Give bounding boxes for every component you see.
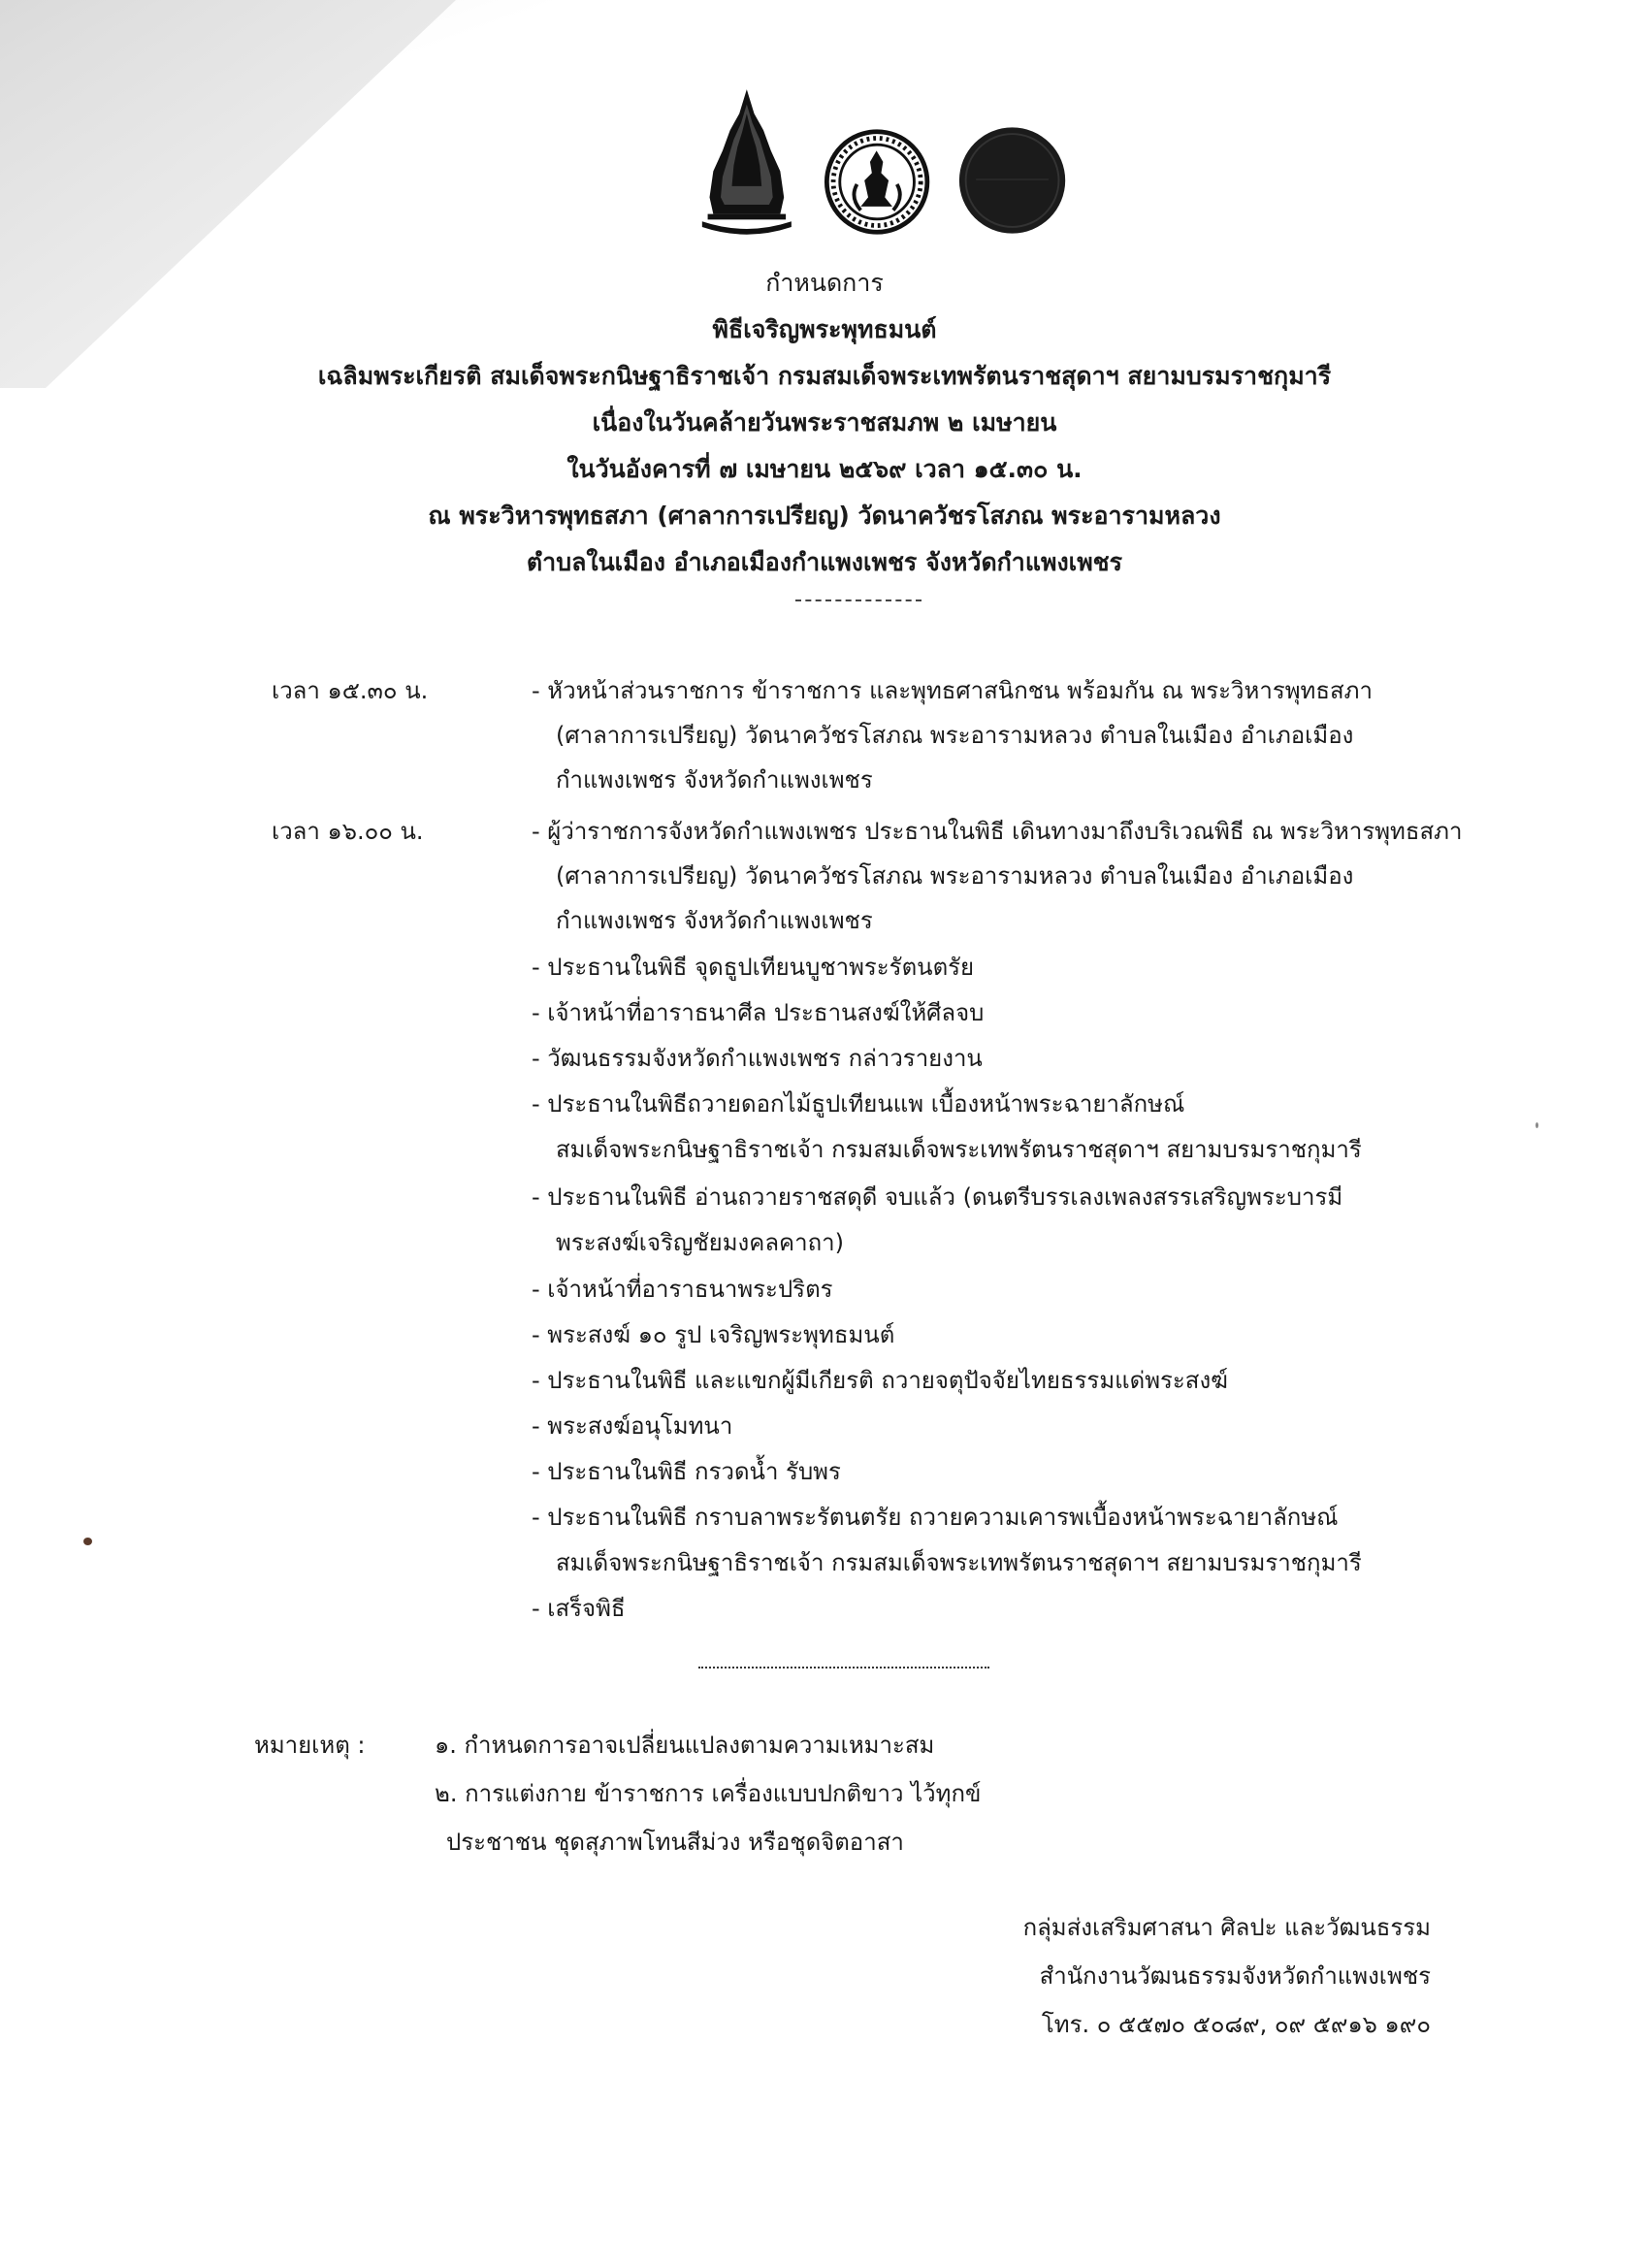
schedule-line: - ประธานในพิธี กรวดน้ำ รับพร — [532, 1458, 841, 1485]
schedule-line: - ประธานในพิธี จุดธูปเทียนบูชาพระรัตนตรัย — [532, 954, 975, 981]
black-circle-logo — [957, 123, 1067, 238]
schedule-line: สมเด็จพระกนิษฐาธิราชเจ้า กรมสมเด็จพระเทพรัตนราชสุดาฯ สยามบรมราชกุมารี — [556, 1549, 1362, 1576]
header-title: กำหนดการ — [765, 269, 884, 297]
schedule-time: เวลา ๑๕.๓๐ น. — [272, 677, 429, 704]
header-ceremony: พิธีเจริญพระพุทธมนต์ — [712, 315, 937, 343]
schedule-line: - ประธานในพิธี และแขกผู้มีเกียรติ ถวายจตุปัจจัยไทยธรรมแด่พระสงฆ์ — [532, 1367, 1228, 1394]
schedule-line: กำแพงเพชร จังหวัดกำแพงเพชร — [556, 766, 873, 794]
office-phone: โทร. ๐ ๕๕๗๐ ๕๐๘๙, ๐๙ ๕๙๑๖ ๑๙๐ — [1041, 2011, 1431, 2038]
header-honor: เฉลิมพระเกียรติ สมเด็จพระกนิษฐาธิราชเจ้า กรมสมเด็จพระเทพรัตนราชสุดาฯ สยามบรมราชกุมารี — [317, 362, 1332, 390]
header-occasion: เนื่องในวันคล้ายวันพระราชสมภพ ๒ เมษายน — [592, 408, 1057, 437]
header-venue: ณ พระวิหารพุทธสภา (ศาลาการเปรียญ) วัดนาควัชรโสภณ พระอารามหลวง — [428, 502, 1221, 530]
schedule-line: - ผู้ว่าราชการจังหวัดกำแพงเพชร ประธานในพิธี เดินทางมาถึงบริเวณพิธี ณ พระวิหารพุทธสภา — [532, 818, 1463, 845]
document-header — [146, 260, 1504, 586]
schedule-line: - เจ้าหน้าที่อาราธนาพระปริตร — [532, 1276, 833, 1303]
royal-emblem-logo — [698, 82, 796, 238]
seal-logo — [824, 126, 930, 238]
header-location: ตำบลในเมือง อำเภอเมืองกำแพงเพชร จังหวัดกำแพงเพชร — [526, 548, 1123, 576]
scan-speck — [83, 1538, 92, 1545]
note-item: ประชาชน ชุดสุภาพโทนสีม่วง หรือชุดจิตอาสา — [446, 1829, 904, 1856]
schedule-line: - ประธานในพิธีถวายดอกไม้ธูปเทียนแพ เบื้องหน้าพระฉายาลักษณ์ — [532, 1090, 1185, 1118]
office-group: กลุ่มส่งเสริมศาสนา ศิลปะ และวัฒนธรรม — [1022, 1914, 1431, 1941]
header-divider — [795, 599, 922, 601]
schedule-line: สมเด็จพระกนิษฐาธิราชเจ้า กรมสมเด็จพระเทพรัตนราชสุดาฯ สยามบรมราชกุมารี — [556, 1136, 1362, 1163]
schedule-line: กำแพงเพชร จังหวัดกำแพงเพชร — [556, 907, 873, 934]
schedule-line: (ศาลาการเปรียญ) วัดนาควัชรโสภณ พระอารามหลวง ตำบลในเมือง อำเภอเมือง — [556, 862, 1354, 890]
schedule-line: - ประธานในพิธี อ่านถวายราชสดุดี จบแล้ว (ดนตรีบรรเลงเพลงสรรเสริญพระบารมี — [532, 1183, 1343, 1211]
schedule-line: - วัฒนธรรมจังหวัดกำแพงเพชร กล่าวรายงาน — [532, 1045, 983, 1072]
schedule-line: (ศาลาการเปรียญ) วัดนาควัชรโสภณ พระอารามหลวง ตำบลในเมือง อำเภอเมือง — [556, 722, 1354, 749]
schedule-line: - ประธานในพิธี กราบลาพระรัตนตรัย ถวายความเคารพเบื้องหน้าพระฉายาลักษณ์ — [532, 1504, 1339, 1531]
logo-row — [698, 73, 1067, 238]
header-date: ในวันอังคารที่ ๗ เมษายน ๒๕๖๙ เวลา ๑๕.๓๐ น. — [566, 455, 1083, 483]
office-name: สำนักงานวัฒนธรรมจังหวัดกำแพงเพชร — [1039, 1962, 1431, 1990]
schedule-line: - หัวหน้าส่วนราชการ ข้าราชการ และพุทธศาสนิกชน พร้อมกัน ณ พระวิหารพุทธสภา — [532, 677, 1373, 704]
schedule-line: - พระสงฆ์อนุโมทนา — [532, 1412, 733, 1440]
schedule-line: - พระสงฆ์ ๑๐ รูป เจริญพระพุทธมนต์ — [532, 1321, 895, 1348]
schedule-line: - เจ้าหน้าที่อาราธนาศีล ประธานสงฆ์ให้ศีลจบ — [532, 999, 985, 1026]
note-item: ๒. การแต่งกาย ข้าราชการ เครื่องแบบปกติขาว ไว้ทุกข์ — [435, 1780, 982, 1807]
schedule-line: พระสงฆ์เจริญชัยมงคลคาถา) — [556, 1229, 844, 1256]
notes-label: หมายเหตุ : — [254, 1732, 366, 1759]
schedule-line: - เสร็จพิธี — [532, 1595, 626, 1622]
schedule-divider — [698, 1667, 989, 1669]
note-item: ๑. กำหนดการอาจเปลี่ยนแปลงตามความเหมาะสม — [435, 1732, 935, 1759]
scan-speck — [1536, 1122, 1538, 1128]
schedule-time: เวลา ๑๖.๐๐ น. — [272, 818, 424, 845]
